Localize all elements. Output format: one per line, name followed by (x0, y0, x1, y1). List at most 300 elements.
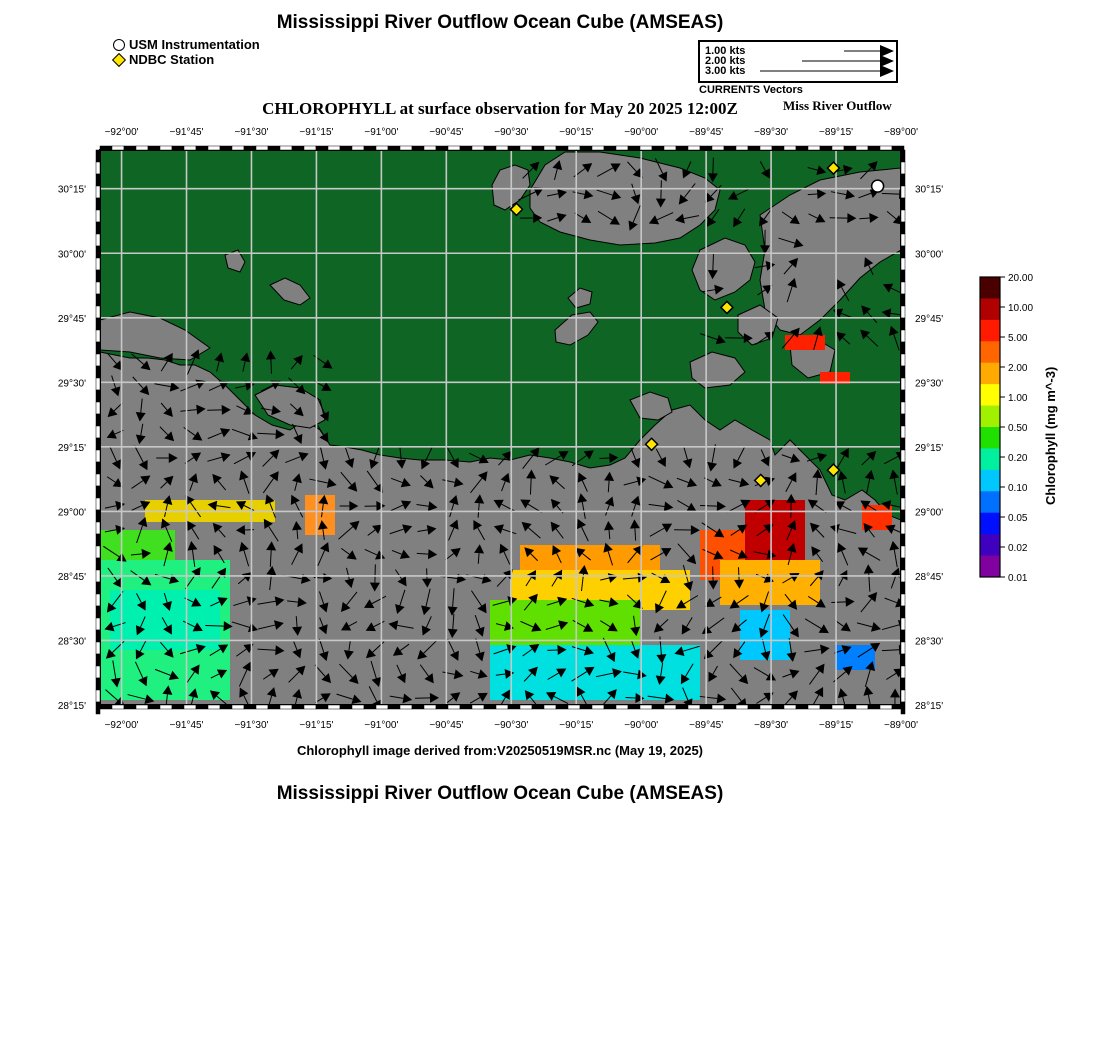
colorbar-tick-label: 0.10 (1008, 483, 1028, 494)
colorbar-segment (980, 491, 1000, 513)
frame-tick (184, 146, 196, 150)
frame-tick (901, 582, 905, 594)
frame-tick (724, 146, 736, 150)
frame-tick (124, 146, 136, 150)
colorbar-segment (980, 277, 1000, 299)
lat-label: 28°15' (915, 701, 944, 712)
lat-label: 29°30' (915, 378, 944, 390)
frame-tick (96, 570, 100, 582)
current-arrow (738, 567, 739, 579)
frame-tick (856, 146, 868, 150)
colorbar-tick-label: 20.00 (1008, 273, 1034, 284)
vector-key-row-3: 3.00 kts (705, 65, 746, 77)
current-arrow (882, 193, 899, 194)
lon-label: −91°15' (299, 720, 334, 731)
frame-tick (868, 705, 880, 709)
frame-tick (901, 186, 905, 198)
frame-tick (901, 546, 905, 558)
frame-tick (901, 270, 905, 282)
frame-tick (901, 606, 905, 618)
frame-tick (712, 705, 724, 709)
colorbar-segment (980, 448, 1000, 470)
frame-tick (472, 146, 484, 150)
frame-tick (96, 606, 100, 618)
frame-tick (244, 146, 256, 150)
frame-tick (96, 150, 100, 162)
frame-tick (832, 705, 844, 709)
frame-tick (96, 486, 100, 498)
frame-tick (148, 146, 160, 150)
lon-label: −91°45' (169, 127, 204, 138)
frame-tick (96, 546, 100, 558)
frame-tick (901, 294, 905, 306)
frame-tick (901, 690, 905, 702)
lat-label: 30°15' (915, 184, 944, 196)
frame-tick (808, 705, 820, 709)
frame-tick (901, 402, 905, 414)
frame-tick (901, 342, 905, 354)
frame-tick (376, 705, 388, 709)
frame-tick (556, 146, 568, 150)
frame-tick (172, 146, 184, 150)
frame-tick (316, 705, 328, 709)
current-arrow (700, 505, 717, 506)
lon-label: −89°45' (689, 720, 724, 731)
frame-tick (232, 705, 244, 709)
current-arrow (271, 359, 272, 373)
frame-tick (96, 390, 100, 402)
frame-tick (96, 618, 100, 630)
frame-tick (376, 146, 388, 150)
frame-tick (96, 354, 100, 366)
frame-tick (136, 705, 148, 709)
frame-tick (172, 705, 184, 709)
frame-tick (880, 705, 892, 709)
frame-tick (901, 618, 905, 630)
frame-tick (616, 146, 628, 150)
frame-tick (508, 146, 520, 150)
frame-tick (328, 146, 340, 150)
frame-tick (96, 306, 100, 318)
frame-tick (96, 270, 100, 282)
frame-tick (96, 534, 100, 546)
frame-tick (136, 146, 148, 150)
frame-tick (268, 146, 280, 150)
frame-tick (96, 522, 100, 534)
frame-tick (96, 678, 100, 690)
frame-tick (901, 366, 905, 378)
current-arrow (713, 253, 714, 270)
frame-tick (652, 146, 664, 150)
frame-tick (460, 705, 472, 709)
frame-tick (388, 705, 400, 709)
frame-tick (244, 705, 256, 709)
frame-tick (364, 705, 376, 709)
frame-tick (96, 498, 100, 510)
frame-tick (96, 378, 100, 390)
frame-tick (124, 705, 136, 709)
frame-tick (868, 146, 880, 150)
legend-ndbc-label: NDBC Station (129, 52, 215, 67)
frame-tick (856, 705, 868, 709)
frame-tick (901, 438, 905, 450)
frame-tick (160, 705, 172, 709)
frame-tick (700, 705, 712, 709)
vector-key-row-2: 2.00 kts (705, 55, 746, 67)
frame-tick (892, 146, 904, 150)
frame-tick (96, 666, 100, 678)
lon-label: −90°00' (624, 720, 659, 731)
frame-tick (880, 146, 892, 150)
frame-tick (688, 705, 700, 709)
frame-tick (448, 146, 460, 150)
region-label: Miss River Outflow (783, 98, 892, 113)
frame-tick (544, 146, 556, 150)
frame-tick (901, 462, 905, 474)
lat-label: 30°00' (915, 249, 944, 261)
frame-tick (280, 146, 292, 150)
lat-label: 28°45' (915, 571, 944, 583)
current-arrow (831, 602, 845, 603)
frame-tick (796, 146, 808, 150)
frame-tick (901, 474, 905, 486)
lon-labels-bottom (105, 720, 919, 731)
frame-tick (901, 174, 905, 186)
lat-label: 28°30' (57, 636, 86, 648)
colorbar-segment (980, 341, 1000, 363)
frame-tick (96, 414, 100, 426)
frame-tick (96, 690, 100, 702)
frame-tick (568, 146, 580, 150)
current-arrow (530, 478, 531, 494)
frame-tick (472, 705, 484, 709)
frame-tick (100, 146, 112, 150)
lon-label: −90°15' (559, 720, 594, 731)
frame-tick (901, 642, 905, 654)
frame-tick (96, 594, 100, 606)
frame-tick (652, 705, 664, 709)
frame-tick (280, 705, 292, 709)
frame-tick (96, 246, 100, 258)
chlorophyll-patch (720, 560, 820, 605)
frame-tick (592, 146, 604, 150)
frame-tick (96, 174, 100, 186)
frame-tick (96, 330, 100, 342)
frame-tick (220, 705, 232, 709)
frame-tick (508, 705, 520, 709)
frame-tick (784, 705, 796, 709)
frame-tick (484, 705, 496, 709)
frame-tick (901, 390, 905, 402)
lon-label: −89°00' (884, 720, 918, 731)
frame-tick (628, 705, 640, 709)
lat-label: 29°45' (57, 313, 86, 325)
colorbar-segment (980, 470, 1000, 492)
frame-tick (96, 402, 100, 414)
frame-tick (688, 146, 700, 150)
frame-tick (304, 146, 316, 150)
colorbar-tick-label: 0.01 (1008, 573, 1028, 584)
frame-tick (256, 146, 268, 150)
lon-label: −91°30' (234, 127, 269, 138)
lat-label: 29°15' (915, 442, 944, 454)
chlorophyll-patch (745, 500, 805, 570)
frame-tick (208, 146, 220, 150)
colorbar-tick-label: 0.05 (1008, 513, 1028, 524)
lon-label: −91°00' (364, 720, 399, 731)
frame-tick (556, 705, 568, 709)
frame-tick (901, 210, 905, 222)
frame-tick (340, 146, 352, 150)
vector-key-row-1: 1.00 kts (705, 45, 746, 57)
frame-tick (436, 146, 448, 150)
lon-label: −89°00' (884, 127, 918, 138)
frame-tick (676, 705, 688, 709)
frame-tick (760, 146, 772, 150)
colorbar-tick-label: 10.00 (1008, 303, 1034, 314)
colorbar-segment (980, 384, 1000, 406)
frame-tick (901, 450, 905, 462)
frame-tick (160, 146, 172, 150)
frame-tick (400, 705, 412, 709)
frame-tick (96, 582, 100, 594)
lat-label: 29°15' (57, 442, 86, 454)
colorbar-segment (980, 320, 1000, 342)
lon-label: −91°00' (364, 127, 399, 138)
frame-tick (316, 146, 328, 150)
frame-tick (568, 705, 580, 709)
frame-tick (412, 705, 424, 709)
frame-tick (96, 654, 100, 666)
frame-tick (700, 146, 712, 150)
frame-tick (96, 510, 100, 522)
lon-label: −89°15' (819, 720, 854, 731)
frame-tick (901, 510, 905, 522)
lat-label: 29°30' (57, 378, 86, 390)
frame-tick (496, 146, 508, 150)
frame-tick (736, 705, 748, 709)
frame-tick (901, 534, 905, 546)
frame-tick (96, 294, 100, 306)
frame-tick (901, 630, 905, 642)
frame-tick (604, 146, 616, 150)
frame-tick (520, 146, 532, 150)
frame-tick (400, 146, 412, 150)
map-title: Mississippi River Outflow Ocean Cube (AMSEAS) (276, 12, 724, 33)
frame-tick (424, 146, 436, 150)
legend-usm-label: USM Instrumentation (129, 37, 260, 52)
usm-station-marker (872, 180, 884, 192)
frame-tick (844, 705, 856, 709)
lat-labels-right (915, 185, 943, 712)
frame-tick (96, 258, 100, 270)
frame-tick (820, 146, 832, 150)
colorbar-segment (980, 556, 1000, 578)
frame-tick (784, 146, 796, 150)
lat-label: 28°15' (57, 701, 86, 712)
lat-label: 29°00' (915, 507, 944, 519)
colorbar-segment (980, 513, 1000, 535)
frame-tick (901, 678, 905, 690)
frame-tick (901, 162, 905, 174)
frame-tick (96, 342, 100, 354)
colorbar (980, 273, 1033, 584)
frame-tick (901, 258, 905, 270)
frame-tick (96, 162, 100, 174)
lat-label: 30°15' (57, 184, 86, 196)
frame-tick (901, 558, 905, 570)
frame-tick (580, 705, 592, 709)
colorbar-label: Chlorophyll (mg m^-3) (1043, 366, 1058, 505)
frame-tick (901, 594, 905, 606)
frame-tick (901, 570, 905, 582)
map-subtitle: CHLOROPHYLL at surface observation for May 20 2025 12:00Z (262, 99, 738, 118)
colorbar-tick-label: 0.02 (1008, 543, 1028, 554)
colorbar-tick-label: 5.00 (1008, 333, 1028, 344)
lon-label: −91°30' (234, 720, 269, 731)
frame-tick (640, 705, 652, 709)
frame-tick (496, 705, 508, 709)
lon-labels-top (105, 127, 919, 138)
frame-tick (901, 150, 905, 162)
image-credit: Chlorophyll image derived from:V20250519MSR.nc (May 19, 2025) (296, 743, 704, 758)
lon-label: −90°15' (559, 127, 594, 138)
footer-title: Mississippi River Outflow Ocean Cube (AMSEAS) (276, 783, 724, 804)
colorbar-segment (980, 427, 1000, 449)
frame-tick (760, 705, 772, 709)
colorbar-segment (980, 363, 1000, 385)
frame-tick (96, 318, 100, 330)
frame-tick (580, 146, 592, 150)
frame-tick (808, 146, 820, 150)
frame-tick (901, 306, 905, 318)
frame-tick (96, 210, 100, 222)
lon-label: −92°00' (104, 720, 139, 731)
current-arrow (808, 194, 817, 195)
frame-tick (96, 642, 100, 654)
frame-tick (96, 450, 100, 462)
frame-tick (901, 378, 905, 390)
colorbar-tick-label: 0.20 (1008, 453, 1028, 464)
frame-tick (901, 330, 905, 342)
frame-tick (340, 705, 352, 709)
frame-tick (448, 705, 460, 709)
lon-label: −92°00' (104, 127, 139, 138)
frame-tick (364, 146, 376, 150)
frame-tick (724, 705, 736, 709)
frame-tick (772, 146, 784, 150)
frame-tick (256, 705, 268, 709)
frame-tick (388, 146, 400, 150)
frame-tick (460, 146, 472, 150)
lon-label: −90°30' (494, 720, 529, 731)
frame-tick (112, 146, 124, 150)
lon-label: −91°15' (299, 127, 334, 138)
current-arrow (205, 625, 223, 626)
frame-tick (424, 705, 436, 709)
frame-tick (901, 234, 905, 246)
frame-tick (901, 246, 905, 258)
lat-labels-left (58, 185, 86, 712)
frame-tick (772, 705, 784, 709)
frame-tick (712, 146, 724, 150)
frame-tick (640, 146, 652, 150)
frame-tick (328, 705, 340, 709)
lon-label: −90°30' (494, 127, 529, 138)
lon-label: −89°45' (689, 127, 724, 138)
colorbar-segment (980, 298, 1000, 320)
frame-tick (100, 705, 112, 709)
frame-tick (292, 146, 304, 150)
frame-tick (196, 705, 208, 709)
frame-tick (232, 146, 244, 150)
frame-tick (832, 146, 844, 150)
frame-tick (532, 705, 544, 709)
colorbar-tick-label: 2.00 (1008, 363, 1028, 374)
frame-tick (268, 705, 280, 709)
frame-tick (96, 702, 100, 714)
vector-key-title: CURRENTS Vectors (699, 84, 803, 96)
frame-tick (96, 198, 100, 210)
frame-tick (844, 146, 856, 150)
frame-tick (96, 474, 100, 486)
frame-tick (412, 146, 424, 150)
lat-label: 30°00' (57, 249, 86, 261)
frame-tick (304, 705, 316, 709)
lon-label: −91°45' (169, 720, 204, 731)
frame-tick (616, 705, 628, 709)
frame-tick (901, 282, 905, 294)
frame-tick (901, 426, 905, 438)
frame-tick (484, 146, 496, 150)
frame-tick (148, 705, 160, 709)
lat-label: 28°30' (915, 636, 944, 648)
lon-label: −90°45' (429, 127, 464, 138)
lon-label: −90°45' (429, 720, 464, 731)
frame-tick (748, 705, 760, 709)
frame-tick (208, 705, 220, 709)
frame-tick (96, 366, 100, 378)
lon-label: −90°00' (624, 127, 659, 138)
frame-tick (96, 282, 100, 294)
frame-tick (96, 426, 100, 438)
colorbar-segment (980, 406, 1000, 428)
lat-label: 29°00' (57, 507, 86, 519)
frame-tick (901, 198, 905, 210)
frame-tick (901, 498, 905, 510)
colorbar-tick-label: 1.00 (1008, 393, 1028, 404)
frame-tick (96, 222, 100, 234)
current-arrow (417, 553, 428, 554)
frame-tick (292, 705, 304, 709)
frame-tick (901, 318, 905, 330)
frame-tick (736, 146, 748, 150)
frame-tick (901, 414, 905, 426)
frame-tick (436, 705, 448, 709)
frame-tick (901, 486, 905, 498)
frame-tick (96, 558, 100, 570)
frame-tick (352, 146, 364, 150)
frame-tick (901, 354, 905, 366)
frame-tick (96, 186, 100, 198)
lat-label: 28°45' (57, 571, 86, 583)
lon-label: −89°30' (754, 720, 789, 731)
frame-tick (748, 146, 760, 150)
frame-tick (901, 522, 905, 534)
lon-label: −89°30' (754, 127, 789, 138)
frame-tick (592, 705, 604, 709)
frame-tick (96, 630, 100, 642)
